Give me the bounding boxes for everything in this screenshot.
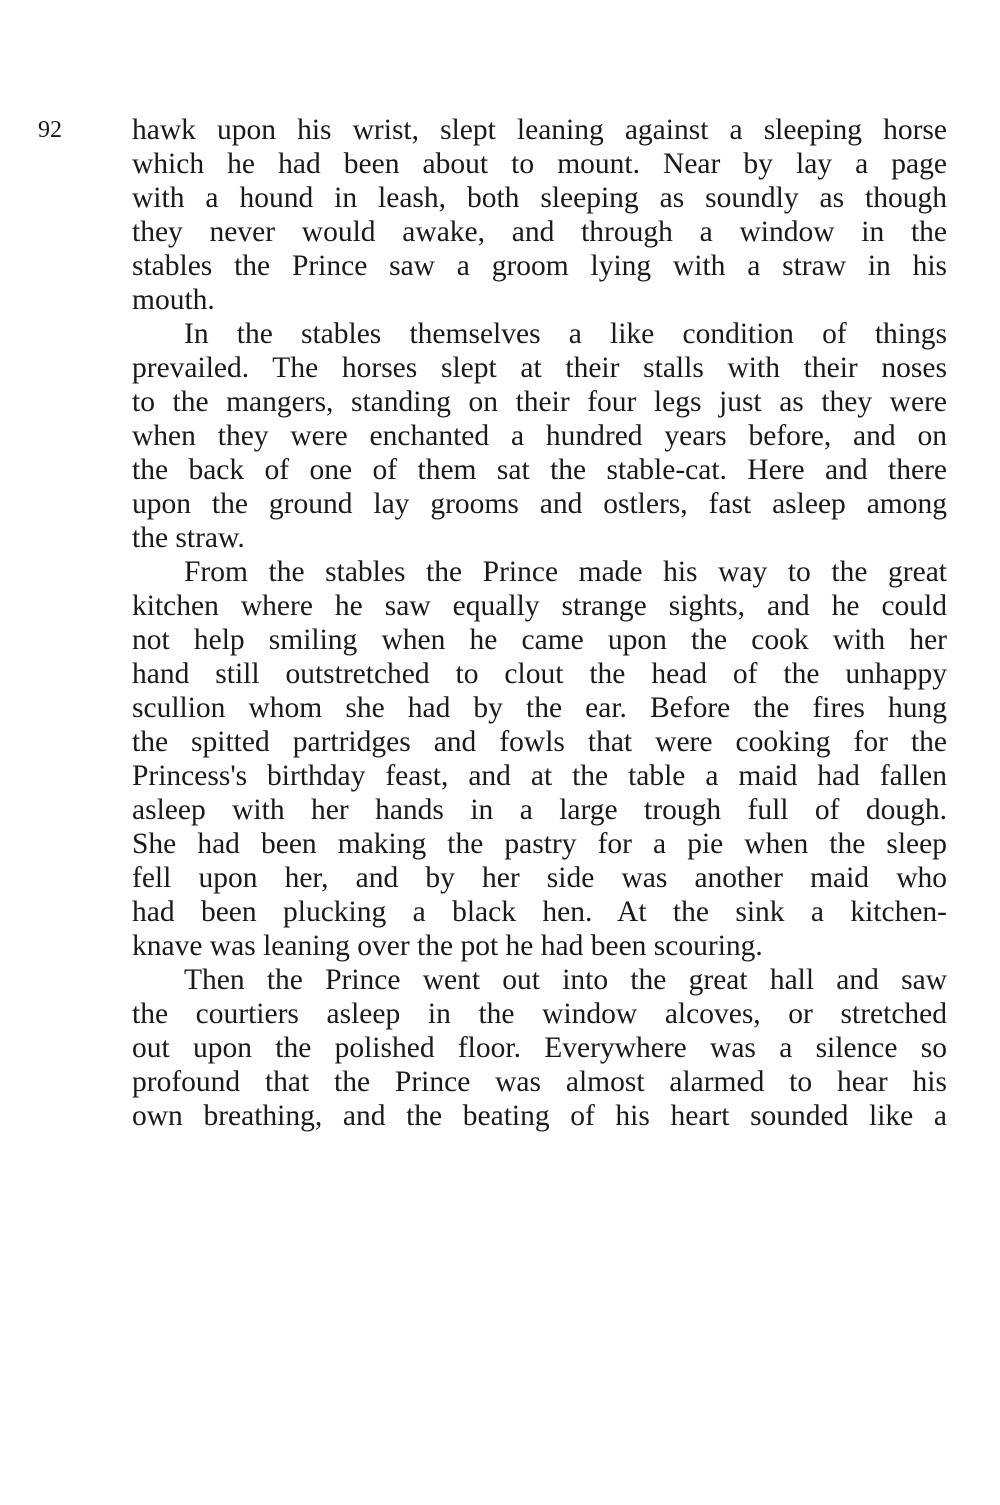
text-line: the straw.	[132, 522, 245, 554]
text-line: knave was leaning over the pot he had been scouring.	[132, 930, 763, 962]
text-line: scullion whom she had by the ear. Before the fires hung	[132, 692, 947, 724]
text-line: kitchen where he saw equally strange sights, and he could	[132, 590, 947, 622]
page-number: 92	[38, 117, 62, 143]
text-line: mouth.	[132, 284, 215, 316]
paragraph-start-line: Then the Prince went out into the great hall and saw	[184, 964, 947, 996]
text-line: She had been making the pastry for a pie when the sleep	[132, 828, 947, 860]
text-line: out upon the polished floor. Everywhere was a silence so	[132, 1032, 947, 1064]
text-line: had been plucking a black hen. At the sink a kitchen-	[132, 896, 947, 928]
paragraph-start-line: From the stables the Prince made his way to the great	[184, 556, 947, 588]
paragraph-start-line: In the stables themselves a like condition of things	[184, 318, 947, 350]
text-line: they never would awake, and through a window in the	[132, 216, 947, 248]
text-line: when they were enchanted a hundred years before, and on	[132, 420, 947, 452]
text-line: upon the ground lay grooms and ostlers, fast asleep among	[132, 488, 947, 520]
text-line: with a hound in leash, both sleeping as soundly as though	[132, 182, 947, 214]
text-line: fell upon her, and by her side was another maid who	[132, 862, 947, 894]
text-line: profound that the Prince was almost alarmed to hear his	[132, 1066, 947, 1098]
text-line: hawk upon his wrist, slept leaning against a sleeping horse	[132, 114, 947, 146]
text-line: stables the Prince saw a groom lying with a straw in his	[132, 250, 947, 282]
text-line: prevailed. The horses slept at their stalls with their noses	[132, 352, 947, 384]
body-text	[132, 113, 947, 1133]
text-line: asleep with her hands in a large trough full of dough.	[132, 794, 947, 826]
text-line: the courtiers asleep in the window alcoves, or stretched	[132, 998, 947, 1030]
text-line: to the mangers, standing on their four legs just as they were	[132, 386, 947, 418]
text-line: the back of one of them sat the stable-cat. Here and there	[132, 454, 947, 486]
text-line: own breathing, and the beating of his heart sounded like a	[132, 1100, 947, 1132]
text-line: which he had been about to mount. Near by lay a page	[132, 148, 947, 180]
text-line: Princess's birthday feast, and at the table a maid had fallen	[132, 760, 947, 792]
text-line: not help smiling when he came upon the cook with her	[132, 624, 947, 656]
text-line: hand still outstretched to clout the head of the unhappy	[132, 658, 947, 690]
text-line: the spitted partridges and fowls that were cooking for the	[132, 726, 947, 758]
